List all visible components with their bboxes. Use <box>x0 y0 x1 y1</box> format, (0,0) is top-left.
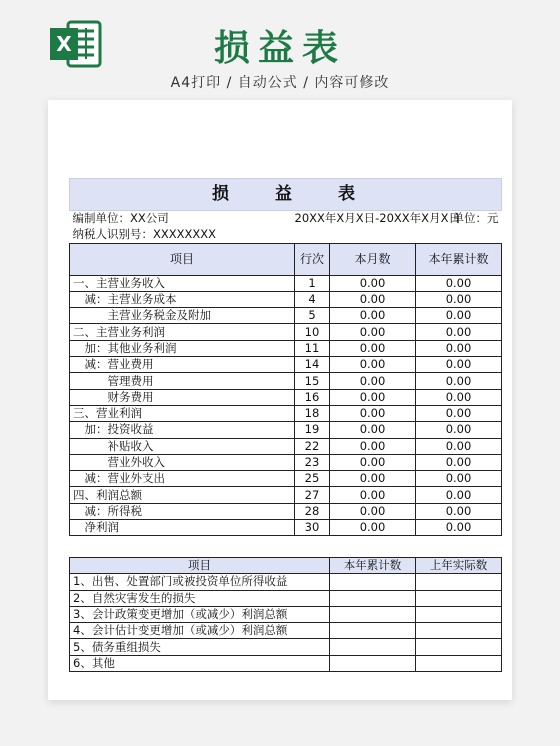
supplement-header-row <box>70 558 502 574</box>
table-row <box>70 389 502 405</box>
cell-ytd[interactable]: 0.00 <box>416 503 502 519</box>
cell-item[interactable]: 财务费用 <box>70 389 295 405</box>
table-row <box>70 308 502 324</box>
cell-item[interactable]: 三、营业利润 <box>70 405 295 421</box>
cell-ytd[interactable] <box>330 639 416 655</box>
cell-month[interactable]: 0.00 <box>330 275 416 291</box>
cell-month[interactable]: 0.00 <box>330 357 416 373</box>
spreadsheet-page <box>48 100 512 700</box>
column-header: 项目 <box>70 243 295 275</box>
cell-item[interactable]: 补贴收入 <box>70 438 295 454</box>
info-row <box>70 211 502 227</box>
sheet-title-row <box>70 179 502 211</box>
cell-line[interactable]: 27 <box>295 487 330 503</box>
cell-ytd[interactable]: 0.00 <box>416 340 502 356</box>
cell-item[interactable]: 3、会计政策变更增加（或减少）利润总额 <box>70 606 330 622</box>
table-row <box>70 454 502 470</box>
cell-item[interactable]: 净利润 <box>70 520 295 536</box>
cell-month[interactable]: 0.00 <box>330 324 416 340</box>
page-title: 损益表 <box>213 28 346 69</box>
cell-item[interactable]: 二、主营业务利润 <box>70 324 295 340</box>
cell-item[interactable]: 减：主营业务成本 <box>70 291 295 307</box>
cell-prior-year[interactable] <box>416 655 502 671</box>
cell-month[interactable]: 0.00 <box>330 389 416 405</box>
cell-item[interactable]: 减：营业费用 <box>70 357 295 373</box>
cell-ytd[interactable]: 0.00 <box>416 405 502 421</box>
cell-line[interactable]: 30 <box>295 520 330 536</box>
cell-line[interactable]: 16 <box>295 389 330 405</box>
cell-month[interactable]: 0.00 <box>330 405 416 421</box>
cell-item[interactable]: 6、其他 <box>70 655 330 671</box>
cell-line[interactable]: 23 <box>295 454 330 470</box>
cell-line[interactable]: 28 <box>295 503 330 519</box>
table-row <box>70 623 502 639</box>
cell-month[interactable]: 0.00 <box>330 308 416 324</box>
table-row <box>70 471 502 487</box>
page-subtitle: A4打印 / 自动公式 / 内容可修改 <box>170 75 390 91</box>
table-row <box>70 324 502 340</box>
cell-item[interactable]: 一、主营业务收入 <box>70 275 295 291</box>
cell-line[interactable]: 22 <box>295 438 330 454</box>
table-row <box>70 275 502 291</box>
cell-ytd[interactable]: 0.00 <box>416 389 502 405</box>
cell-prior-year[interactable] <box>416 639 502 655</box>
cell-line[interactable]: 5 <box>295 308 330 324</box>
sheet-title: 损 益 表 <box>70 179 502 211</box>
cell-month[interactable]: 0.00 <box>330 291 416 307</box>
cell-item[interactable]: 加：其他业务利润 <box>70 340 295 356</box>
cell-month[interactable]: 0.00 <box>330 520 416 536</box>
column-header: 本年累计数 <box>330 558 416 574</box>
supplement-table <box>69 557 502 672</box>
table-row <box>70 373 502 389</box>
table-row <box>70 574 502 590</box>
cell-month[interactable]: 0.00 <box>330 373 416 389</box>
company-label: 编制单位：XX公司 <box>72 211 169 226</box>
column-header: 本年累计数 <box>416 243 502 275</box>
cell-ytd[interactable]: 0.00 <box>416 487 502 503</box>
cell-month[interactable]: 0.00 <box>330 471 416 487</box>
table-header-row <box>70 243 502 275</box>
cell-ytd[interactable]: 0.00 <box>416 308 502 324</box>
cell-item[interactable]: 减：所得税 <box>70 503 295 519</box>
cell-line[interactable]: 19 <box>295 422 330 438</box>
cell-ytd[interactable]: 0.00 <box>416 520 502 536</box>
period-label: 20XX年X月X日-20XX年X月X日 <box>294 211 460 226</box>
cell-ytd[interactable] <box>330 574 416 590</box>
cell-ytd[interactable]: 0.00 <box>416 454 502 470</box>
cell-line[interactable]: 11 <box>295 340 330 356</box>
cell-item[interactable]: 四、利润总额 <box>70 487 295 503</box>
table-row <box>70 405 502 421</box>
cell-ytd[interactable] <box>330 590 416 606</box>
currency-label: 单位：元 <box>452 211 499 226</box>
cell-ytd[interactable]: 0.00 <box>416 373 502 389</box>
cell-item[interactable]: 主营业务税金及附加 <box>70 308 295 324</box>
cell-month[interactable]: 0.00 <box>330 454 416 470</box>
cell-item[interactable]: 营业外收入 <box>70 454 295 470</box>
table-row <box>70 520 502 536</box>
table-row <box>70 422 502 438</box>
page-header <box>0 0 560 100</box>
cell-item[interactable]: 2、自然灾害发生的损失 <box>70 590 330 606</box>
table-row <box>70 438 502 454</box>
cell-ytd[interactable] <box>330 623 416 639</box>
cell-item[interactable]: 5、债务重组损失 <box>70 639 330 655</box>
cell-ytd[interactable] <box>330 606 416 622</box>
taxpayer-row <box>70 227 502 243</box>
table-row <box>70 606 502 622</box>
column-header: 项目 <box>70 558 330 574</box>
cell-ytd[interactable]: 0.00 <box>416 357 502 373</box>
table-row <box>70 291 502 307</box>
cell-line[interactable]: 10 <box>295 324 330 340</box>
cell-prior-year[interactable] <box>416 574 502 590</box>
table-row <box>70 340 502 356</box>
cell-month[interactable]: 0.00 <box>330 438 416 454</box>
cell-month[interactable]: 0.00 <box>330 340 416 356</box>
column-header: 行次 <box>295 243 330 275</box>
table-row <box>70 590 502 606</box>
cell-line[interactable]: 18 <box>295 405 330 421</box>
cell-line[interactable]: 14 <box>295 357 330 373</box>
table-row <box>70 639 502 655</box>
cell-month[interactable]: 0.00 <box>330 422 416 438</box>
table-row <box>70 487 502 503</box>
cell-month[interactable]: 0.00 <box>330 503 416 519</box>
cell-prior-year[interactable] <box>416 623 502 639</box>
cell-item[interactable]: 1、出售、处置部门或被投资单位所得收益 <box>70 574 330 590</box>
cell-ytd[interactable]: 0.00 <box>416 471 502 487</box>
cell-ytd[interactable]: 0.00 <box>416 275 502 291</box>
cell-line[interactable]: 25 <box>295 471 330 487</box>
table-row <box>70 357 502 373</box>
table-row <box>70 503 502 519</box>
cell-item[interactable]: 加：投资收益 <box>70 422 295 438</box>
cell-line[interactable]: 15 <box>295 373 330 389</box>
income-statement-table <box>69 178 502 536</box>
cell-ytd[interactable] <box>330 655 416 671</box>
cell-item[interactable]: 管理费用 <box>70 373 295 389</box>
cell-item[interactable]: 4、会计估计变更增加（或减少）利润总额 <box>70 623 330 639</box>
cell-ytd[interactable]: 0.00 <box>416 438 502 454</box>
cell-month[interactable]: 0.00 <box>330 487 416 503</box>
column-header: 本月数 <box>330 243 416 275</box>
cell-item[interactable]: 减：营业外支出 <box>70 471 295 487</box>
table-row <box>70 655 502 671</box>
cell-line[interactable]: 4 <box>295 291 330 307</box>
cell-prior-year[interactable] <box>416 606 502 622</box>
taxpayer-label: 纳税人识别号：XXXXXXXX <box>72 227 217 242</box>
cell-ytd[interactable]: 0.00 <box>416 422 502 438</box>
cell-prior-year[interactable] <box>416 590 502 606</box>
column-header: 上年实际数 <box>416 558 502 574</box>
cell-ytd[interactable]: 0.00 <box>416 324 502 340</box>
cell-ytd[interactable]: 0.00 <box>416 291 502 307</box>
cell-line[interactable]: 1 <box>295 275 330 291</box>
svg-text:X: X <box>56 32 72 56</box>
